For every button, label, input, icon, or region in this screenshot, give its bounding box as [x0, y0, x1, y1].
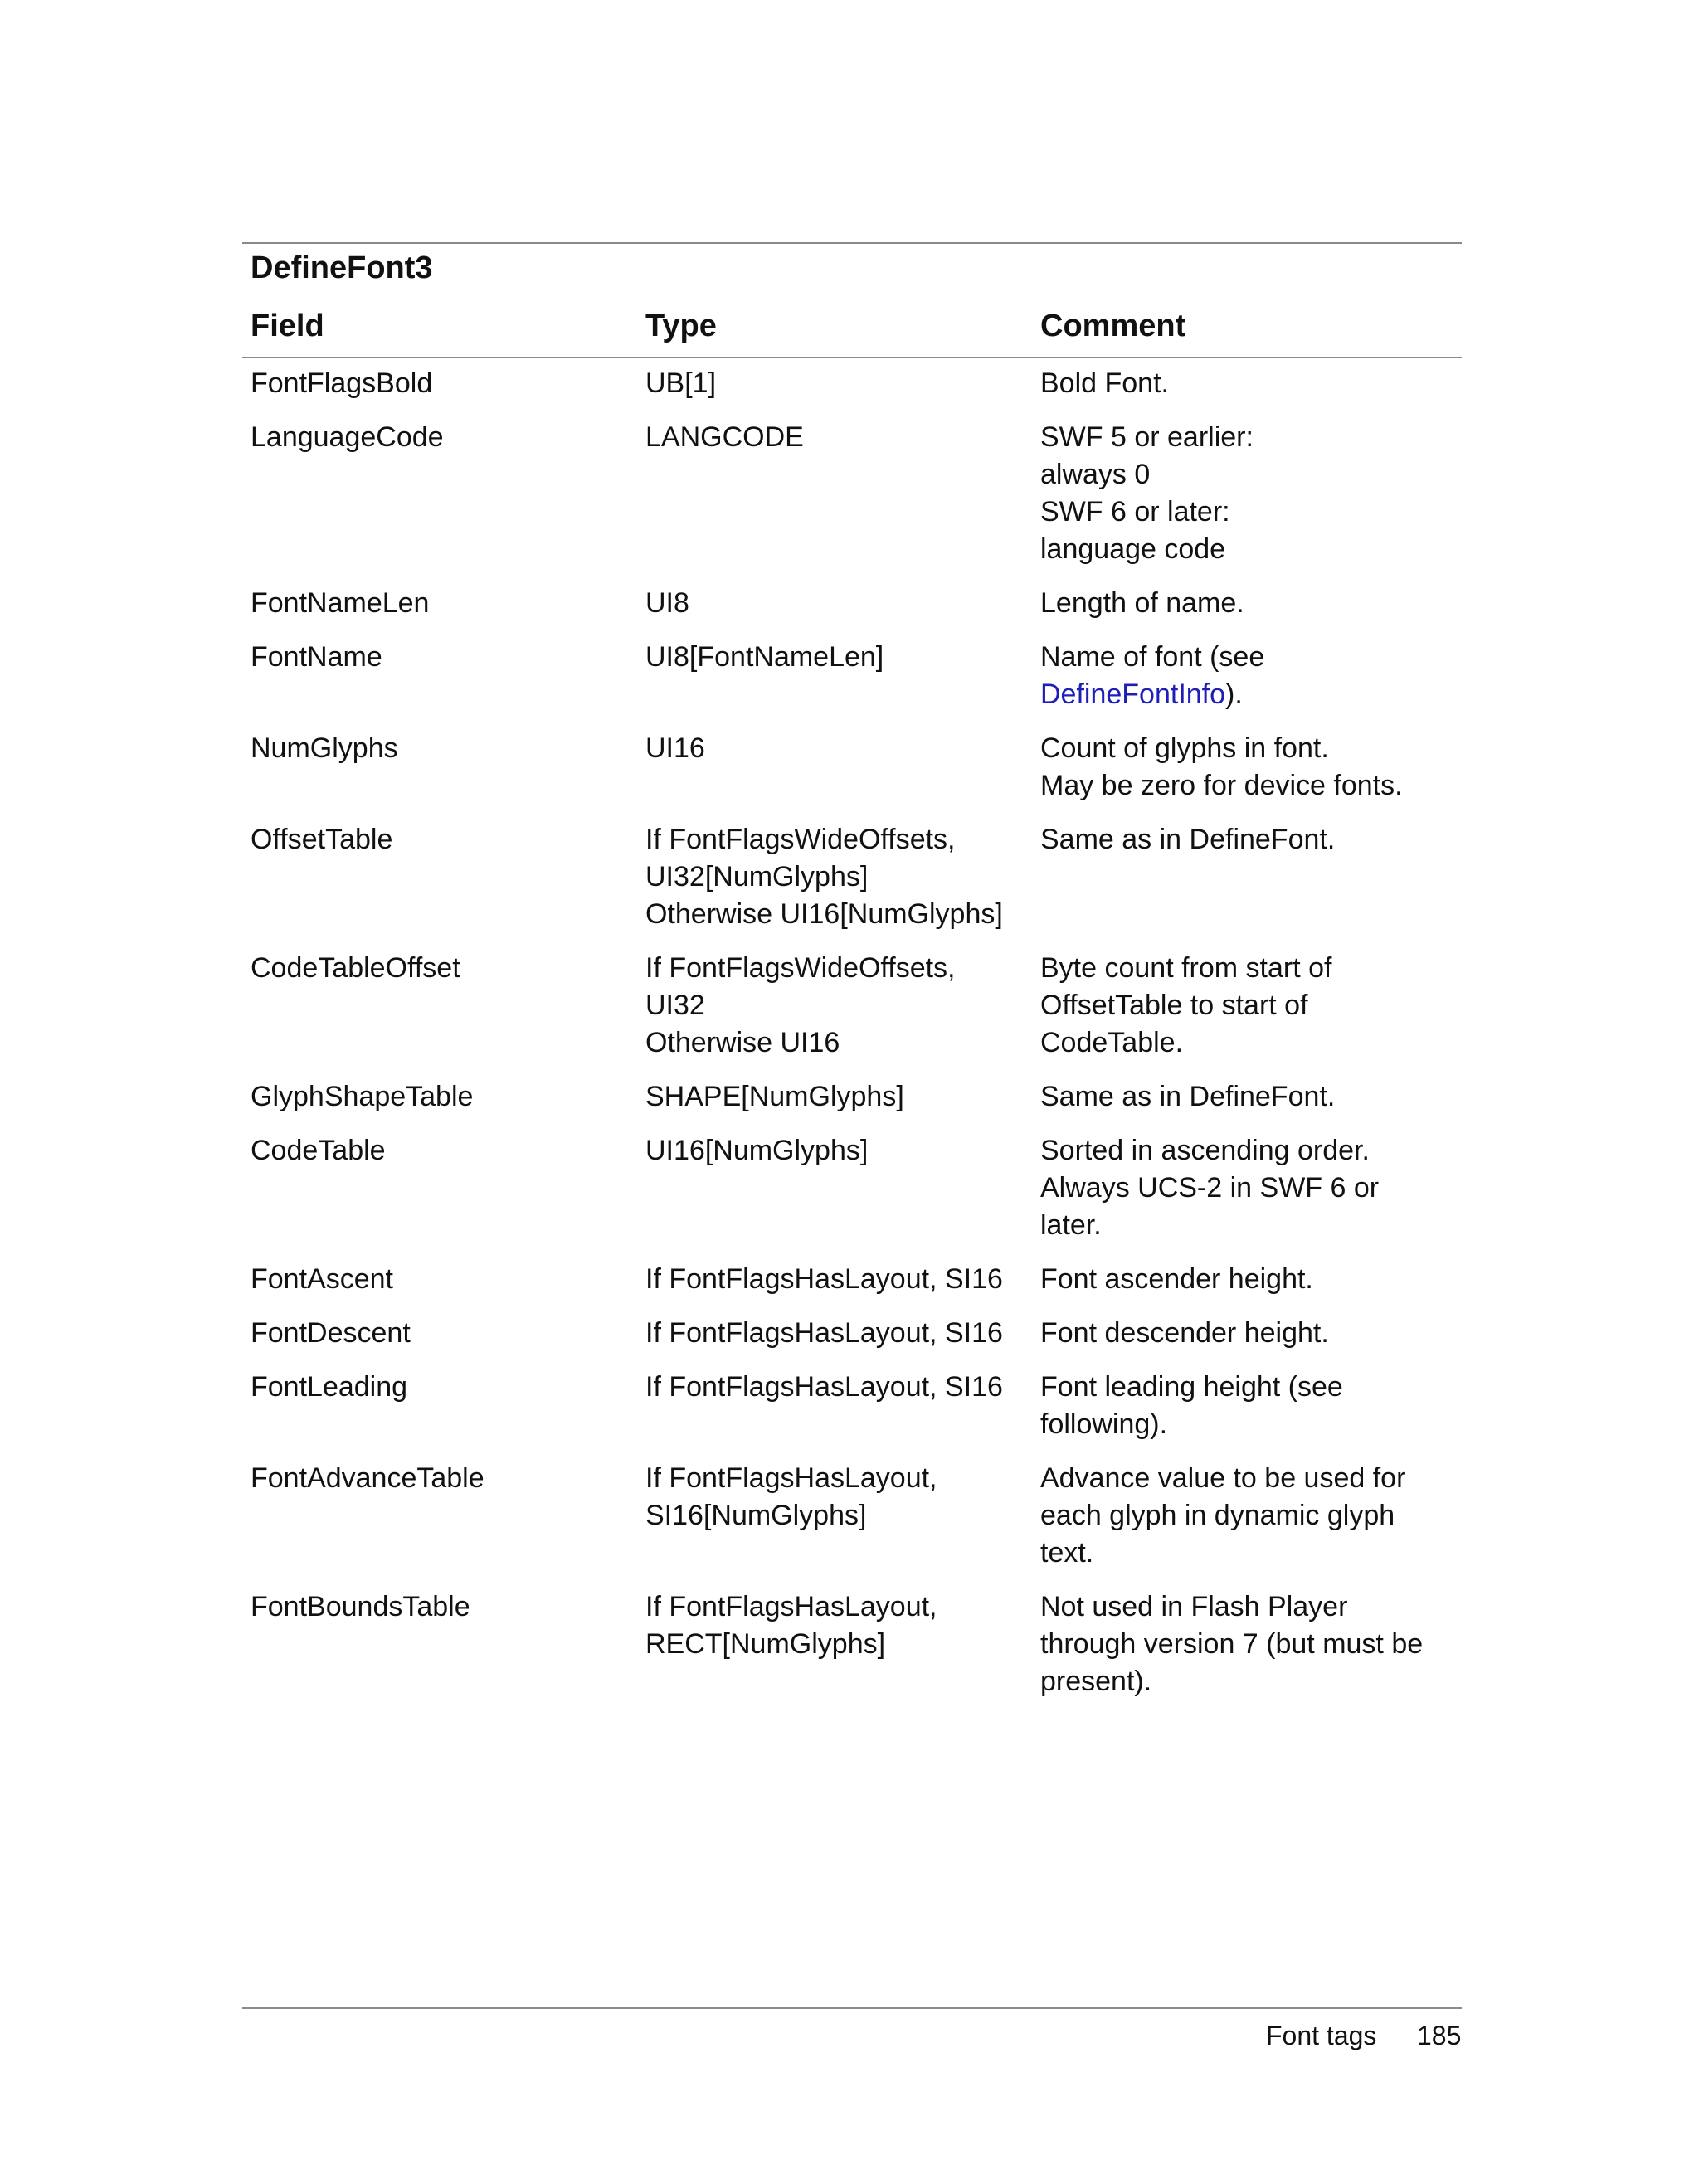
field-cell: FontBoundsTable [251, 1591, 470, 1622]
type-cell: LANGCODE [645, 421, 804, 453]
header-type: Type [645, 309, 717, 343]
type-cell: UI8 [645, 587, 689, 619]
field-cell: FontAdvanceTable [251, 1462, 484, 1494]
field-cell: FontLeading [251, 1371, 408, 1403]
field-cell: CodeTable [251, 1135, 386, 1166]
comment-cell: Length of name. [1040, 587, 1244, 619]
field-cell: FontDescent [251, 1317, 411, 1349]
comment-cell [1040, 639, 1455, 713]
field-cell: CodeTableOffset [251, 952, 460, 984]
type-cell: UI16 [645, 732, 705, 764]
type-cell: If FontFlagsWideOffsets, UI32[NumGlyphs] Otherwise UI16[NumGlyphs] [645, 824, 1003, 930]
type-cell: SHAPE[NumGlyphs] [645, 1081, 904, 1112]
field-cell: FontAscent [251, 1263, 393, 1295]
comment-cell: Not used in Flash Player through version 7 (but must be present). [1040, 1591, 1424, 1697]
header-field: Field [251, 309, 324, 343]
type-cell: If FontFlagsHasLayout, SI16 [645, 1263, 1003, 1295]
comment-cell: Bold Font. [1040, 367, 1169, 399]
comment-cell: Same as in DefineFont. [1040, 1081, 1336, 1112]
comment-cell: Font ascender height. [1040, 1263, 1313, 1295]
type-cell: If FontFlagsHasLayout, RECT[NumGlyphs] [645, 1591, 937, 1660]
comment-cell: Advance value to be used for each glyph in dynamic glyph text. [1040, 1462, 1406, 1569]
comment-cell: Byte count from start of OffsetTable to start of CodeTable. [1040, 952, 1332, 1058]
field-cell: OffsetTable [251, 824, 393, 855]
type-cell: If FontFlagsHasLayout, SI16 [645, 1371, 1003, 1403]
comment-cell: Count of glyphs in font. May be zero for device fonts. [1040, 732, 1403, 801]
field-cell: NumGlyphs [251, 732, 398, 764]
header-rule [242, 357, 1462, 358]
footer-section-title: Font tags [1266, 2021, 1377, 2050]
comment-cell: Font descender height. [1040, 1317, 1329, 1349]
type-cell: If FontFlagsHasLayout, SI16 [645, 1317, 1003, 1349]
field-cell: FontFlagsBold [251, 367, 433, 399]
type-cell: If FontFlagsHasLayout, SI16[NumGlyphs] [645, 1462, 937, 1531]
comment-cell: SWF 5 or earlier: always 0 SWF 6 or later: language code [1040, 421, 1254, 565]
footer-rule [242, 2007, 1462, 2009]
comment-text: Name of font (see [1040, 641, 1265, 673]
definefontinfo-link[interactable]: DefineFontInfo [1040, 679, 1226, 710]
header-comment: Comment [1040, 309, 1186, 343]
field-cell: LanguageCode [251, 421, 444, 453]
field-cell: FontNameLen [251, 587, 430, 619]
type-cell: UB[1] [645, 367, 717, 399]
page-number: 185 [1417, 2021, 1462, 2050]
type-cell: UI16[NumGlyphs] [645, 1135, 869, 1166]
comment-text-end: ). [1225, 679, 1243, 710]
top-rule [242, 242, 1462, 244]
type-cell: If FontFlagsWideOffsets, UI32 Otherwise UI16 [645, 952, 956, 1058]
field-cell: GlyphShapeTable [251, 1081, 474, 1112]
comment-cell: Font leading height (see following). [1040, 1371, 1343, 1440]
comment-cell: Same as in DefineFont. [1040, 824, 1336, 855]
comment-cell: Sorted in ascending order. Always UCS-2 in SWF 6 or later. [1040, 1135, 1380, 1241]
field-cell: FontName [251, 641, 382, 673]
type-cell: UI8[FontNameLen] [645, 641, 884, 673]
table-title: DefineFont3 [251, 251, 433, 285]
